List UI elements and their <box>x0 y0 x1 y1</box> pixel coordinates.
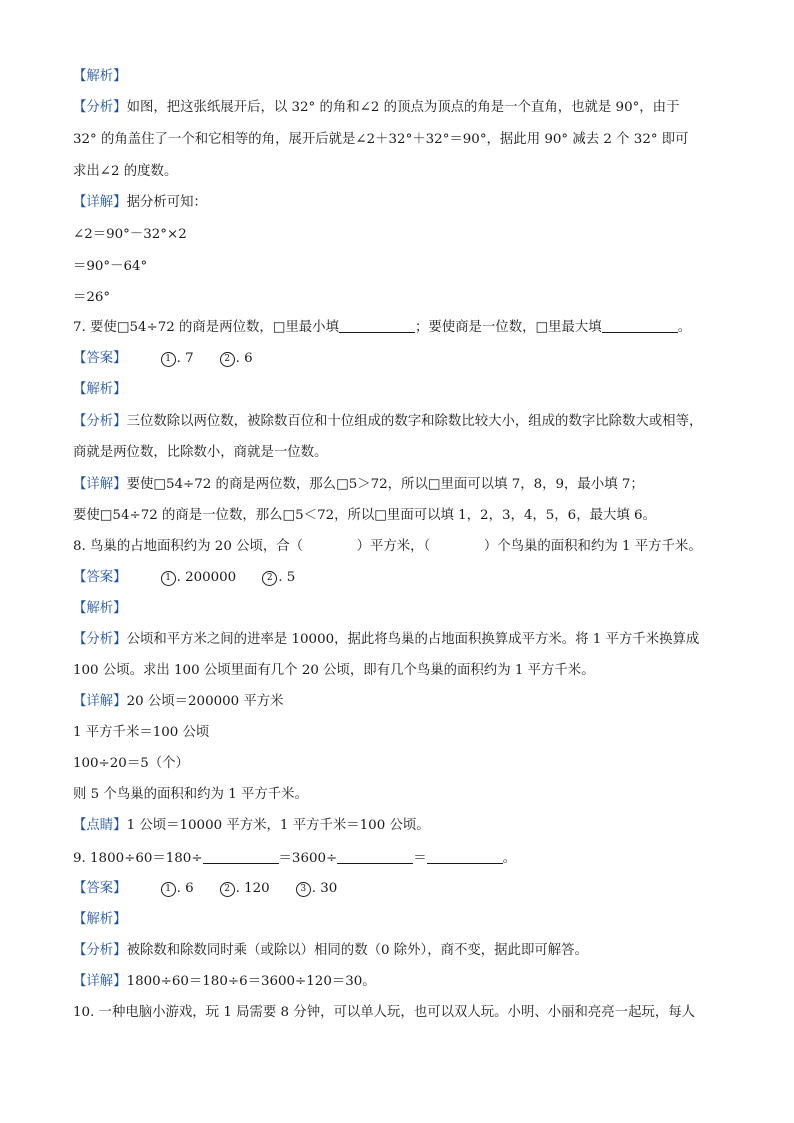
fenxi-8-line-2: 100 公顷。求出 100 公顷里面有几个 20 公顷，即有几个鸟巢的面积约为 1 平方千米。 <box>73 663 595 678</box>
section-jiexi-9: 【解析】 <box>73 912 127 927</box>
question-7-stem: 7. 要使□54÷72 的商是两位数，□里最小填 ；要使商是一位数，□里最大填 。 <box>73 320 692 335</box>
circled-number: 1 <box>161 571 176 586</box>
xiangjie-7-line-2: 要使□54÷72 的商是一位数，那么□5＜72，所以□里面可以填 1，2，3，4，5，6，最大填 6。 <box>73 508 656 523</box>
fenxi-7-line-1: 【分析】三位数除以两位数，被除数百位和十位组成的数字和除数比较大小，组成的数字比除数大或相等， <box>73 414 703 429</box>
fenxi-1-line-2: 32° 的角盖住了一个和它相等的角，展开后就是∠2＋32°＋32°＝90°，据此用 90° 减去 2 个 32° 即可 <box>73 132 689 147</box>
xiangjie-9: 【详解】1800÷60＝180÷6＝3600÷120＝30。 <box>73 974 376 989</box>
answer-blank[interactable] <box>339 318 415 333</box>
circled-number: 1 <box>161 352 176 367</box>
dianjing-8: 【点睛】1 公顷＝10000 平方米，1 平方千米＝100 公顷。 <box>73 818 430 833</box>
answer-blank[interactable] <box>337 849 413 864</box>
calc-1-step-2: ＝90°－64° <box>73 259 148 274</box>
xiangjie-8-line-3: 100÷20＝5（个） <box>73 756 189 771</box>
question-9-stem: 9. 1800÷60＝180÷ ＝3600÷ ＝ 。 <box>73 851 517 866</box>
fenxi-9: 【分析】被除数和除数同时乘（或除以）相同的数（0 除外），商不变，据此即可解答。 <box>73 943 588 958</box>
xiangjie-8-line-1: 【详解】20 公顷＝200000 平方米 <box>73 694 284 709</box>
question-8-stem: 8. 鸟巢的占地面积约为 20 公顷，合（ ）平方米，（ ）个鸟巢的面积和约为 1 平方千米。 <box>73 539 702 554</box>
circled-number: 2 <box>220 882 235 897</box>
answer-blank[interactable] <box>602 318 678 333</box>
circled-number: 2 <box>262 571 277 586</box>
fenxi-7-line-2: 商就是两位数，比除数小，商就是一位数。 <box>73 445 328 460</box>
xiangjie-8-line-2: 1 平方千米＝100 公顷 <box>73 725 210 740</box>
fenxi-1-line-1: 【分析】如图，把这张纸展开后，以 32° 的角和∠2 的顶点为顶点的角是一个直角，也就是 90°，由于 <box>73 100 680 115</box>
section-jiexi-1: 【解析】 <box>73 69 127 84</box>
xiangjie-1-line-1: 【详解】据分析可知： <box>73 195 207 210</box>
question-9-answer: 【答案】 1 . 6 2 . 120 3 . 30 <box>73 881 338 896</box>
question-8-answer: 【答案】 1 . 200000 2 . 5 <box>73 570 296 585</box>
xiangjie-7-line-1: 【详解】要使□54÷72 的商是两位数，那么□5＞72，所以□里面可以填 7，8，9，最小填 7； <box>73 477 644 492</box>
question-7-answer: 【答案】 1 . 7 2 . 6 <box>73 351 253 366</box>
circled-number: 1 <box>161 882 176 897</box>
question-10-stem: 10. 一种电脑小游戏，玩 1 局需要 8 分钟，可以单人玩，也可以双人玩。小明、小丽和亮亮一起玩，每人 <box>73 1005 696 1020</box>
calc-1-step-1: ∠2＝90°－32°×2 <box>73 227 187 242</box>
section-jiexi-8: 【解析】 <box>73 601 127 616</box>
fenxi-1-line-3: 求出∠2 的度数。 <box>73 164 178 179</box>
section-jiexi-7: 【解析】 <box>73 382 127 397</box>
xiangjie-8-line-4: 则 5 个鸟巢的面积和约为 1 平方千米。 <box>73 787 308 802</box>
answer-blank[interactable] <box>203 849 279 864</box>
calc-1-step-3: ＝26° <box>73 290 111 305</box>
fenxi-8-line-1: 【分析】公顷和平方米之间的进率是 10000，据此将鸟巢的占地面积换算成平方米。将 1 平方千米换算成 <box>73 632 700 647</box>
circled-number: 2 <box>220 352 235 367</box>
answer-blank[interactable] <box>427 849 503 864</box>
circled-number: 3 <box>296 882 311 897</box>
